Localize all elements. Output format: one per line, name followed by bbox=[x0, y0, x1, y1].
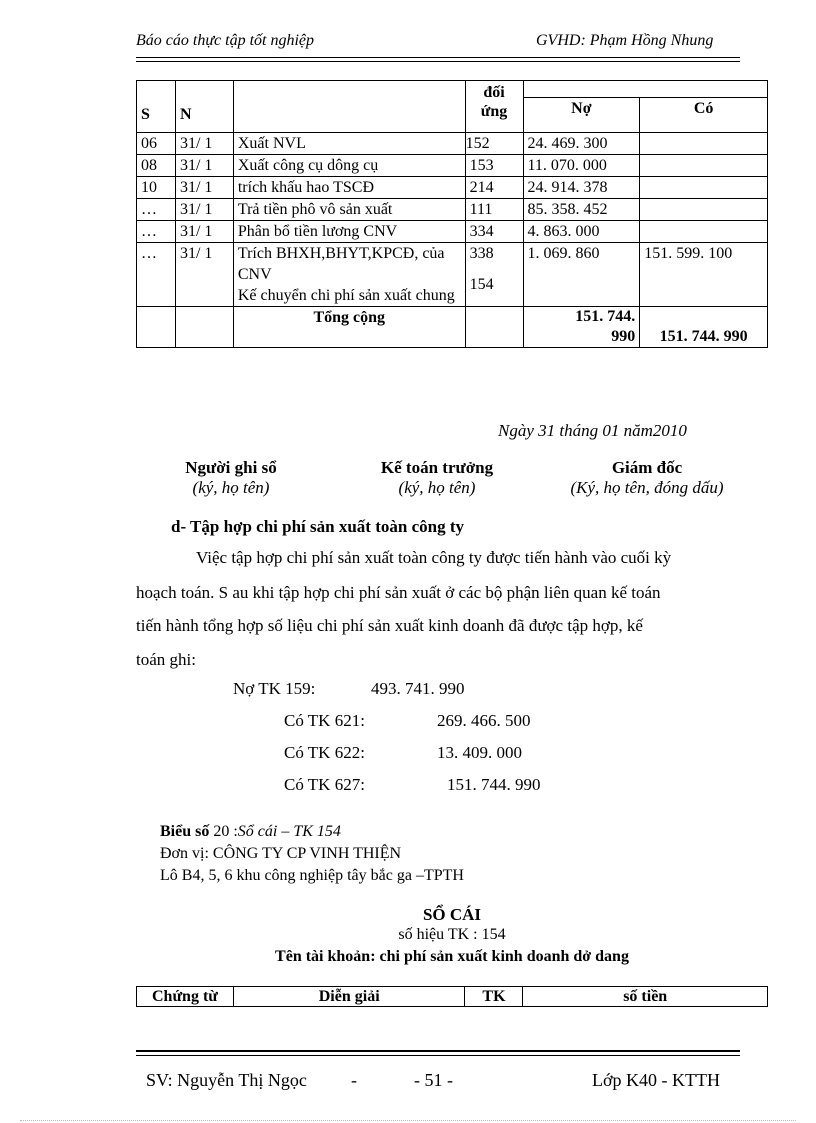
header-right: GVHD: Phạm Hồng Nhung bbox=[536, 32, 714, 49]
entry-label: Có TK 627: bbox=[284, 775, 365, 794]
total-row: Tổng cộng 151. 744. 990 151. 744. 990 bbox=[137, 306, 768, 347]
date-line: Ngày 31 tháng 01 năm2010 bbox=[498, 421, 687, 440]
table-row: … 31/ 1 Phân bổ tiền lương CNV 334 4. 863. 000 bbox=[137, 220, 768, 242]
table-row: … 31/ 1 Trích BHXH,BHYT,KPCĐ, của CNV Kế chuyển chi phí sản xuất chung 338 154 1. 069. 860 151. 599. 100 bbox=[137, 242, 768, 306]
header-doi-ung: đối ứng bbox=[465, 81, 523, 133]
entry-label: Nợ TK 159: bbox=[233, 679, 316, 698]
so-hieu-tk: số hiệu TK : 154 bbox=[398, 926, 506, 943]
footer-student: SV: Nguyễn Thị Ngọc bbox=[146, 1070, 307, 1090]
bieu-so: Biểu số 20 :Sổ cái – TK 154 bbox=[160, 823, 341, 840]
so-cai-title: SỔ CÁI bbox=[422, 905, 482, 924]
signature-nguoi-ghi-so: Người ghi sổ (ký, họ tên) bbox=[185, 458, 277, 497]
footer-rule-2 bbox=[136, 1055, 740, 1056]
entry-value: 493. 741. 990 bbox=[371, 679, 465, 698]
entry-value: 13. 409. 000 bbox=[437, 743, 522, 762]
address: Lô B4, 5, 6 khu công nghiệp tây bắc ga –TPTH bbox=[160, 867, 464, 884]
table-row: 08 31/ 1 Xuất công cụ dông cụ 153 11. 070. 000 bbox=[137, 154, 768, 176]
so-cai-header-row bbox=[137, 987, 768, 1007]
header-chung-tu: Chứng từ bbox=[137, 987, 234, 1007]
table-row: 06 31/ 1 Xuất NVL 152 24. 469. 300 bbox=[137, 132, 768, 154]
header-dien-giai: Diễn giải bbox=[233, 987, 465, 1007]
footer-rule-1 bbox=[136, 1050, 740, 1052]
signature-ke-toan-truong: Kế toán trưởng (ký, họ tên) bbox=[380, 458, 494, 497]
ledger-table bbox=[136, 80, 768, 348]
header-no: Nợ bbox=[523, 98, 640, 133]
entry-label: Có TK 621: bbox=[284, 711, 365, 730]
ledger-header-row bbox=[137, 81, 768, 98]
entry-label: Có TK 622: bbox=[284, 743, 365, 762]
page-bottom-border bbox=[20, 1120, 796, 1121]
total-label: Tổng cộng bbox=[233, 306, 465, 347]
header-rule-1 bbox=[136, 57, 740, 58]
header-so-tien: số tiền bbox=[523, 987, 768, 1007]
entry-value: 151. 744. 990 bbox=[447, 775, 541, 794]
header-tk: TK bbox=[465, 987, 523, 1007]
signature-giam-doc: Giám đốc (Ký, họ tên, đóng dấu) bbox=[570, 458, 724, 497]
so-cai-table bbox=[136, 986, 768, 1007]
header-n: N bbox=[175, 98, 233, 133]
header-left: Báo cáo thực tập tốt nghiệp bbox=[136, 32, 315, 49]
header-rule-2 bbox=[136, 61, 740, 62]
footer-dash: - bbox=[351, 1070, 357, 1090]
footer-class: Lớp K40 - KTTH bbox=[592, 1070, 720, 1090]
table-row: … 31/ 1 Trả tiền phô vô sản xuất 111 85. 358. 452 bbox=[137, 198, 768, 220]
paragraph-line-2: hoạch toán. S au khi tập hợp chi phí sản xuất ở các bộ phận liên quan kế toán bbox=[136, 583, 661, 602]
header-s: S bbox=[137, 98, 176, 133]
don-vi: Đơn vị: CÔNG TY CP VINH THIỆN bbox=[160, 845, 402, 862]
paragraph-line-1: Việc tập hợp chi phí sản xuất toàn công ty được tiến hành vào cuối kỳ bbox=[196, 548, 672, 567]
header-co: Có bbox=[640, 98, 768, 133]
table-row: 10 31/ 1 trích khấu hao TSCĐ 214 24. 914. 378 bbox=[137, 176, 768, 198]
page-number: - 51 - bbox=[414, 1070, 453, 1090]
paragraph-line-3: tiến hành tổng hợp số liệu chi phí sản xuất kinh doanh đã được tập hợp, kế bbox=[136, 616, 643, 635]
ten-tai-khoan: Tên tài khoản: chi phí sản xuất kinh doanh dở dang bbox=[275, 948, 629, 965]
section-heading: d- Tập hợp chi phí sản xuất toàn công ty bbox=[171, 517, 464, 536]
paragraph-line-4: toán ghi: bbox=[136, 650, 196, 669]
entry-value: 269. 466. 500 bbox=[437, 711, 531, 730]
